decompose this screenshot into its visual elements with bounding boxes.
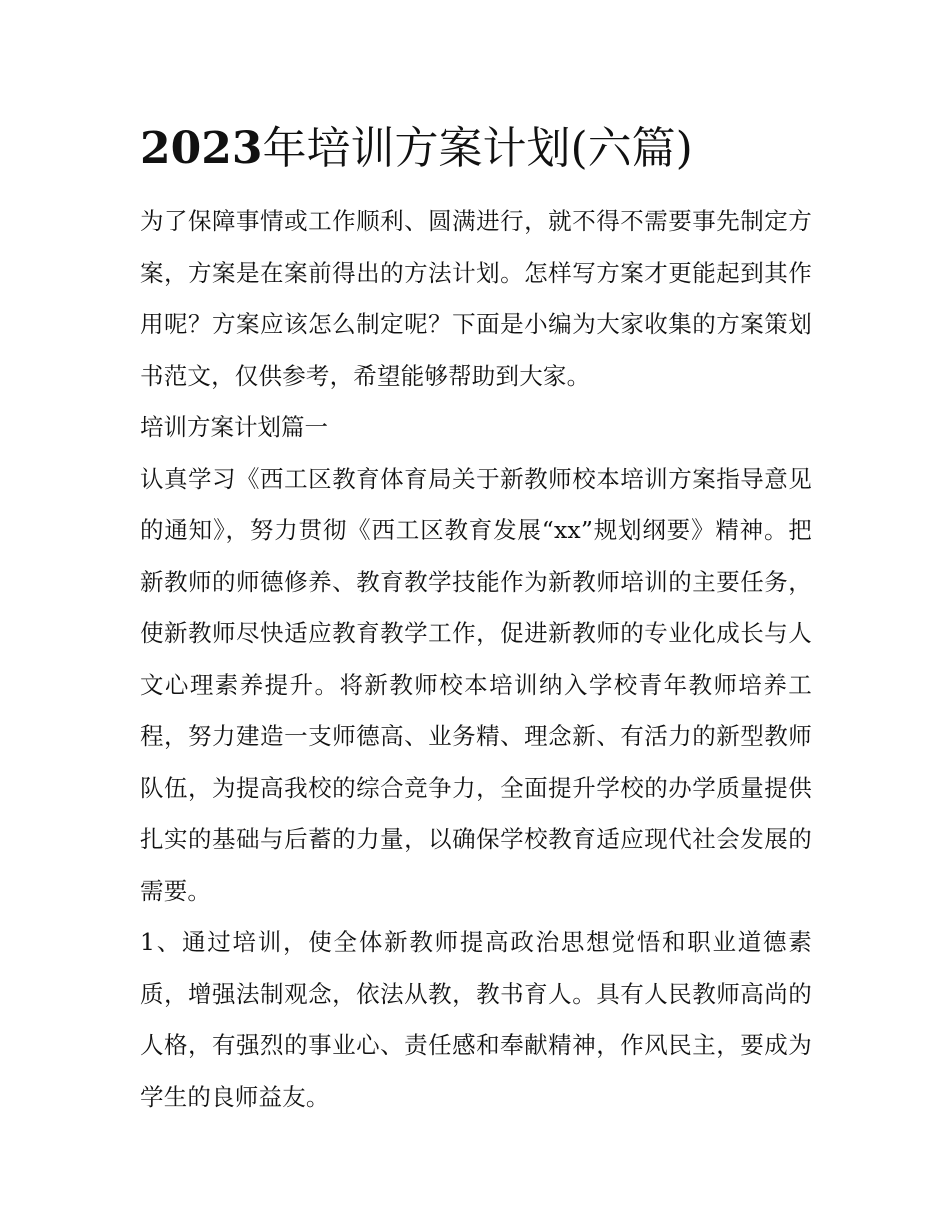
- section-paragraph-1: 认真学习《西工区教育体育局关于新教师校本培训方案指导意见的通知》，努力贯彻《西工区教育发展“xx”规划纲要》精神。把新教师的师德修养、教育教学技能作为新教师培训的主要任务，使新教师尽快适应教育教学工作，促进新教师的专业化成长与人文心理素养提升。将新教师校本培训纳入学校青年教师培养工程，努力建造一支师德高、业务精、理念新、有活力的新型教师队伍，为提高我校的综合竞争力，全面提升学校的办学质量提供扎实的基础与后蓄的力量，以确保学校教育适应现代社会发展的需要。: [140, 464, 812, 905]
- document-body: [140, 196, 812, 1123]
- intro-paragraph: 为了保障事情或工作顺利、圆满进行，就不得不需要事先制定方案，方案是在案前得出的方法计划。怎样写方案才更能起到其作用呢？方案应该怎么制定呢？下面是小编为大家收集的方案策划书范文，仅供参考，希望能够帮助到大家。: [140, 207, 812, 390]
- section-heading: 培训方案计划篇一: [140, 413, 328, 441]
- section-paragraph-2: 1、通过培训，使全体新教师提高政治思想觉悟和职业道德素质，增强法制观念，依法从教，教书育人。具有人民教师高尚的人格，有强烈的事业心、责任感和奉献精神，作风民主，要成为学生的良师益友。: [140, 928, 812, 1111]
- page-title: [140, 118, 820, 180]
- title-year: 2023: [140, 123, 263, 174]
- title-text: 年培训方案计划(六篇): [262, 123, 693, 174]
